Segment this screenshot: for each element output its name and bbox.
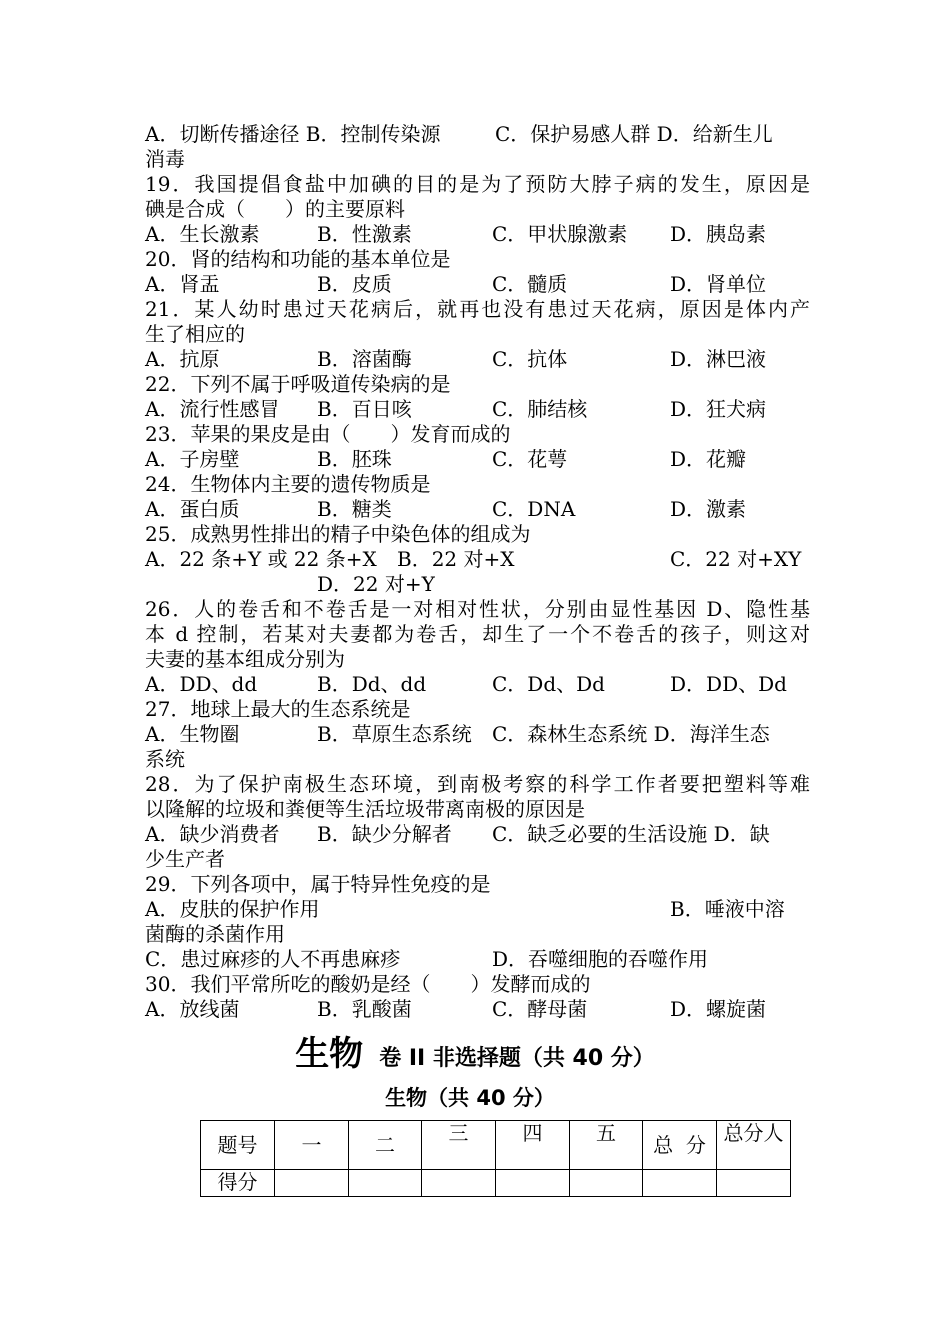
answer-option: B．糖类 xyxy=(317,497,392,521)
options-line xyxy=(145,547,810,572)
answer-option: D．吞噬细胞的吞噬作用 xyxy=(492,947,709,971)
answer-option: B．草原生态系统 xyxy=(317,722,472,746)
text-line: 26．人的卷舌和不卷舌是一对相对性状，分别由显性基因 D、隐性基 xyxy=(145,597,810,621)
score-cell-grader[interactable] xyxy=(717,1170,791,1197)
text-line: 夫妻的基本组成分别为 xyxy=(145,647,345,671)
options-line xyxy=(145,497,810,522)
score-cell-4[interactable] xyxy=(496,1170,570,1197)
answer-option: C．肺结核 xyxy=(492,397,588,421)
options-line xyxy=(145,122,810,147)
answer-option: D．DD、Dd xyxy=(670,672,787,696)
answer-option: A．生长激素 xyxy=(145,222,260,246)
section-title-subject: 生物 xyxy=(295,1034,364,1074)
answer-option: C．22 对+XY xyxy=(670,547,802,571)
answer-option: D．肾单位 xyxy=(670,272,767,296)
header-cell-4: 四 xyxy=(496,1121,570,1170)
answer-option: C．森林生态系统 D．海洋生态 xyxy=(492,722,770,746)
answer-option: A．子房壁 xyxy=(145,447,240,471)
header-cell-number: 题号 xyxy=(201,1121,275,1170)
answer-option: B．唾液中溶 xyxy=(670,897,785,921)
score-table xyxy=(200,1120,791,1197)
text-line: 碘是合成（ ）的主要原料 xyxy=(145,197,405,221)
answer-option: D．螺旋菌 xyxy=(670,997,767,1021)
answer-option: D．激素 xyxy=(670,497,747,521)
header-cell-1: 一 xyxy=(275,1121,349,1170)
question-text-area xyxy=(145,122,810,1022)
text-line: 以隆解的垃圾和粪便等生活垃圾带离南极的原因是 xyxy=(145,797,585,821)
answer-option: B．皮质 xyxy=(317,272,392,296)
answer-option: B．溶菌酶 xyxy=(317,347,412,371)
options-line xyxy=(145,897,810,922)
answer-option: B．胚珠 xyxy=(317,447,392,471)
text-line: 25．成熟男性排出的精子中染色体的组成为 xyxy=(145,522,531,546)
answer-option: C．DNA xyxy=(492,497,576,521)
text-line: 22．下列不属于呼吸道传染病的是 xyxy=(145,372,451,396)
answer-option: A．皮肤的保护作用 xyxy=(145,897,320,921)
text-line: 19．我国提倡食盐中加碘的目的是为了预防大脖子病的发生，原因是 xyxy=(145,172,810,196)
text-line: 少生产者 xyxy=(145,847,225,871)
text-line: 23．苹果的果皮是由（ ）发育而成的 xyxy=(145,422,511,446)
options-line xyxy=(145,572,810,597)
answer-option: B．22 对+X xyxy=(397,547,515,571)
answer-option: C．花萼 xyxy=(492,447,568,471)
answer-option: A．放线菌 xyxy=(145,997,240,1021)
text-line: 本 d 控制，若某对夫妻都为卷舌，却生了一个不卷舌的孩子，则这对 xyxy=(145,622,810,646)
answer-option: D．22 对+Y xyxy=(317,572,435,596)
score-table-score-row xyxy=(201,1170,791,1197)
answer-option: D．淋巴液 xyxy=(670,347,767,371)
answer-option: A．生物圈 xyxy=(145,722,240,746)
score-cell-2[interactable] xyxy=(349,1170,422,1197)
answer-option: A．肾盂 xyxy=(145,272,220,296)
text-line: 24．生物体内主要的遗传物质是 xyxy=(145,472,431,496)
header-cell-total: 总 分 xyxy=(643,1121,717,1170)
answer-option: B．百日咳 xyxy=(317,397,412,421)
answer-option: B．缺少分解者 xyxy=(317,822,452,846)
header-cell-2: 二 xyxy=(349,1121,422,1170)
answer-option: A．缺少消费者 xyxy=(145,822,280,846)
answer-option: B．Dd、dd xyxy=(317,672,427,696)
score-cell-5[interactable] xyxy=(570,1170,643,1197)
header-cell-grader: 总分人 xyxy=(717,1121,791,1170)
score-cell-1[interactable] xyxy=(275,1170,349,1197)
answer-option: C．髓质 xyxy=(492,272,568,296)
answer-option: A．22 条+Y 或 22 条+X xyxy=(145,547,377,571)
options-line xyxy=(145,947,810,972)
text-line: 29．下列各项中，属于特异性免疫的是 xyxy=(145,872,491,896)
header-cell-5: 五 xyxy=(570,1121,643,1170)
answer-option: A．抗原 xyxy=(145,347,220,371)
section-title xyxy=(0,1026,950,1075)
answer-option: D．花瓣 xyxy=(670,447,747,471)
options-line xyxy=(145,822,810,847)
text-line: 28．为了保护南极生态环境，到南极考察的科学工作者要把塑料等难 xyxy=(145,772,810,796)
header-cell-3: 三 xyxy=(422,1121,496,1170)
options-line xyxy=(145,447,810,472)
options-line xyxy=(145,347,810,372)
score-cell-3[interactable] xyxy=(422,1170,496,1197)
answer-option: C．Dd、Dd xyxy=(492,672,605,696)
answer-option: A．蛋白质 xyxy=(145,497,240,521)
section-title-rest: 卷 II 非选择题（共 40 分） xyxy=(379,1046,655,1071)
row-label-score: 得分 xyxy=(201,1170,275,1197)
answer-option: B．性激素 xyxy=(317,222,412,246)
options-line xyxy=(145,672,810,697)
text-line: 21．某人幼时患过天花病后，就再也没有患过天花病，原因是体内产 xyxy=(145,297,810,321)
answer-option: A．流行性感冒 xyxy=(145,397,280,421)
text-line: 菌酶的杀菌作用 xyxy=(145,922,285,946)
text-line: 27．地球上最大的生态系统是 xyxy=(145,697,411,721)
answer-option: C．保护易感人群 D．给新生儿 xyxy=(495,122,773,146)
answer-option: D．狂犬病 xyxy=(670,397,767,421)
subtitle: 生物（共 40 分） xyxy=(385,1086,555,1110)
answer-option: C．患过麻疹的人不再患麻疹 xyxy=(145,947,401,971)
text-line: 消毒 xyxy=(145,147,185,171)
answer-option: C．缺乏必要的生活设施 D．缺 xyxy=(492,822,770,846)
answer-option: A．DD、dd xyxy=(145,672,258,696)
options-line xyxy=(145,722,810,747)
options-line xyxy=(145,222,810,247)
answer-option: A．切断传播途径 B．控制传染源 xyxy=(145,122,441,146)
text-line: 系统 xyxy=(145,747,185,771)
options-line xyxy=(145,272,810,297)
text-line: 20．肾的结构和功能的基本单位是 xyxy=(145,247,451,271)
answer-option: C．酵母菌 xyxy=(492,997,588,1021)
options-line xyxy=(145,397,810,422)
answer-option: C．抗体 xyxy=(492,347,568,371)
score-table-header-row xyxy=(201,1121,791,1170)
text-line: 30．我们平常所吃的酸奶是经（ ）发酵而成的 xyxy=(145,972,591,996)
answer-option: D．胰岛素 xyxy=(670,222,767,246)
score-cell-total[interactable] xyxy=(643,1170,717,1197)
options-line xyxy=(145,997,810,1022)
text-line: 生了相应的 xyxy=(145,322,245,346)
answer-option: C．甲状腺激素 xyxy=(492,222,628,246)
answer-option: B．乳酸菌 xyxy=(317,997,412,1021)
